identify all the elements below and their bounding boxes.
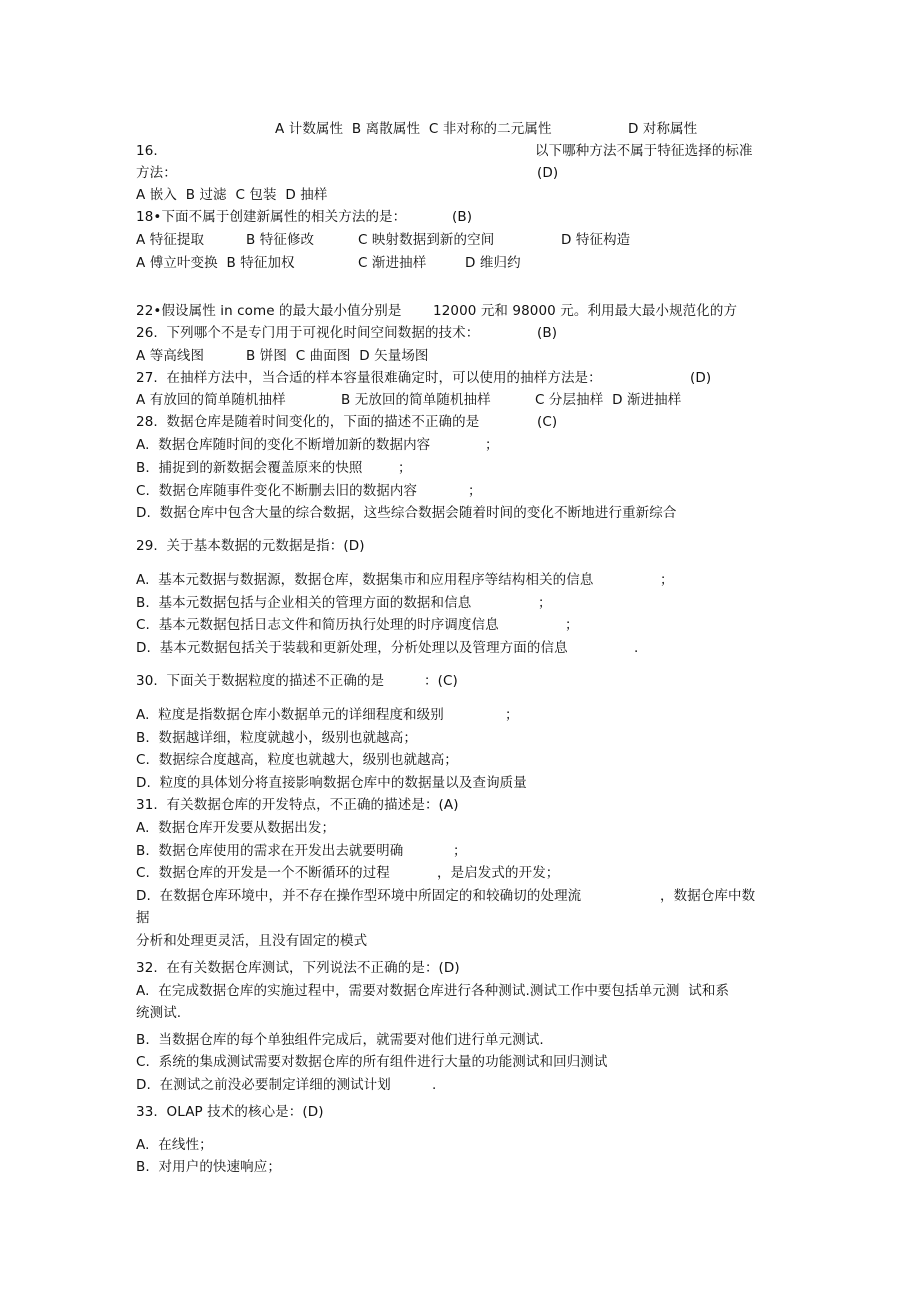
text-line: C 映射数据到新的空间 [358, 232, 495, 248]
text-line: D 特征构造 [561, 232, 631, 248]
text-line: ； [468, 483, 482, 499]
text-line: B 无放回的简单随机抽样 [341, 392, 491, 408]
text-line: 据 [136, 910, 150, 926]
text-line: D. 基本元数据包括关于装载和更新处理，分析处理以及管理方面的信息 [136, 640, 568, 656]
text-line: . [634, 640, 639, 656]
text-line: (D) [537, 165, 559, 181]
text-line: 33. OLAP 技术的核心是：(D) [136, 1104, 324, 1120]
text-line: 28. 数据仓库是随着时间变化的，下面的描述不正确的是 [136, 414, 480, 430]
text-line: A 计数属性 B 离散属性 C 非对称的二元属性 [275, 121, 552, 137]
text-line: A. 粒度是指数据仓库小数据单元的详细程度和级别 [136, 707, 444, 723]
text-line: B. 当数据仓库的每个单独组件完成后，就需要对他们进行单元测试. [136, 1032, 544, 1048]
text-line: C 分层抽样 D 渐进抽样 [535, 392, 682, 408]
text-line: 18•下面不属于创建新属性的相关方法的是： [136, 209, 407, 225]
text-line: B 饼图 C 曲面图 D 矢量场图 [246, 348, 429, 364]
text-line: B. 对用户的快速响应； [136, 1159, 281, 1175]
text-line: ，是启发式的开发； [437, 865, 560, 881]
text-line: B. 基本元数据包括与企业相关的管理方面的数据和信息 [136, 595, 472, 611]
text-line: . [432, 1077, 437, 1093]
text-line: (C) [537, 414, 558, 430]
text-line: B. 数据越详细，粒度就越小，级别也就越高； [136, 730, 417, 746]
text-line: C. 基本元数据包括日志文件和简历执行处理的时序调度信息 [136, 617, 499, 633]
text-line: B 特征修改 [246, 232, 315, 248]
text-line: 以下哪种方法不属于特征选择的标准 [535, 143, 753, 159]
text-line: A 嵌入 B 过滤 C 包装 D 抽样 [136, 187, 328, 203]
text-line: ； [505, 707, 519, 723]
text-line: A 有放回的简单随机抽样 [136, 392, 286, 408]
text-line: D 维归约 [465, 255, 521, 271]
text-line: (D) [690, 370, 712, 386]
text-line: 16. [136, 143, 158, 159]
text-line: A. 数据仓库随时间的变化不断增加新的数据内容 [136, 437, 431, 453]
text-line: ； [398, 460, 412, 476]
text-line: 30. 下面关于数据粒度的描述不正确的是 [136, 673, 385, 689]
text-line: ； [538, 595, 552, 611]
text-line: C. 系统的集成测试需要对数据仓库的所有组件进行大量的功能测试和回归测试 [136, 1054, 608, 1070]
text-line: ； [660, 572, 674, 588]
text-line: D. 数据仓库中包含大量的综合数据，这些综合数据会随着时间的变化不断地进行重新综合 [136, 505, 677, 521]
text-line: 31. 有关数据仓库的开发特点，不正确的描述是：(A) [136, 797, 459, 813]
text-line: D. 粒度的具体划分将直接影响数据仓库中的数据量以及查询质量 [136, 775, 527, 791]
text-line: A. 数据仓库开发要从数据出发； [136, 820, 336, 836]
text-line: A 特征提取 [136, 232, 205, 248]
text-line: 26. 下列哪个不是专门用于可视化时间空间数据的技术： [136, 325, 480, 341]
text-line: (B) [537, 325, 558, 341]
text-line: C. 数据仓库随事件变化不断删去旧的数据内容 [136, 483, 418, 499]
text-line: C. 数据仓库的开发是一个不断循环的过程 [136, 865, 390, 881]
text-line: A. 基本元数据与数据源，数据仓库，数据集市和应用程序等结构相关的信息 [136, 572, 594, 588]
text-line: D. 在测试之前没必要制定详细的测试计划 [136, 1077, 391, 1093]
text-line: 22•假设属性 in come 的最大最小值分别是 [136, 303, 402, 319]
text-line: D 对称属性 [628, 121, 698, 137]
text-line: C. 数据综合度越高，粒度也就越大，级别也就越高； [136, 752, 458, 768]
text-line: 32. 在有关数据仓库测试，下列说法不正确的是：(D) [136, 960, 460, 976]
text-line: ； [453, 843, 467, 859]
text-line: ：(C) [424, 673, 458, 689]
text-line: A 等高线图 [136, 348, 205, 364]
text-line: D. 在数据仓库环境中，并不存在操作型环境中所固定的和较确切的处理流 [136, 888, 582, 904]
text-line: 27. 在抽样方法中，当合适的样本容量很难确定时，可以使用的抽样方法是： [136, 370, 602, 386]
text-line: A. 在线性； [136, 1137, 213, 1153]
text-line: 12000 元和 98000 元。利用最大最小规范化的方 [433, 303, 738, 319]
text-line: C 渐进抽样 [358, 255, 427, 271]
text-line: ； [565, 617, 579, 633]
text-line: ，数据仓库中数 [660, 888, 756, 904]
text-line: A. 在完成数据仓库的实施过程中，需要对数据仓库进行各种测试.测试工作中要包括单元测 试和系 [136, 983, 730, 999]
text-line: 方法： [136, 165, 177, 181]
text-line: (B) [452, 209, 473, 225]
text-line: 统测试. [136, 1005, 182, 1021]
text-line: B. 捕捉到的新数据会覆盖原来的快照 [136, 460, 363, 476]
text-line: 分析和处理更灵活，且没有固定的模式 [136, 933, 368, 949]
text-line: 29. 关于基本数据的元数据是指：(D) [136, 538, 365, 554]
text-line: ； [485, 437, 499, 453]
text-line: B. 数据仓库使用的需求在开发出去就要明确 [136, 843, 404, 859]
text-line: A 傅立叶变换 B 特征加权 [136, 255, 295, 271]
